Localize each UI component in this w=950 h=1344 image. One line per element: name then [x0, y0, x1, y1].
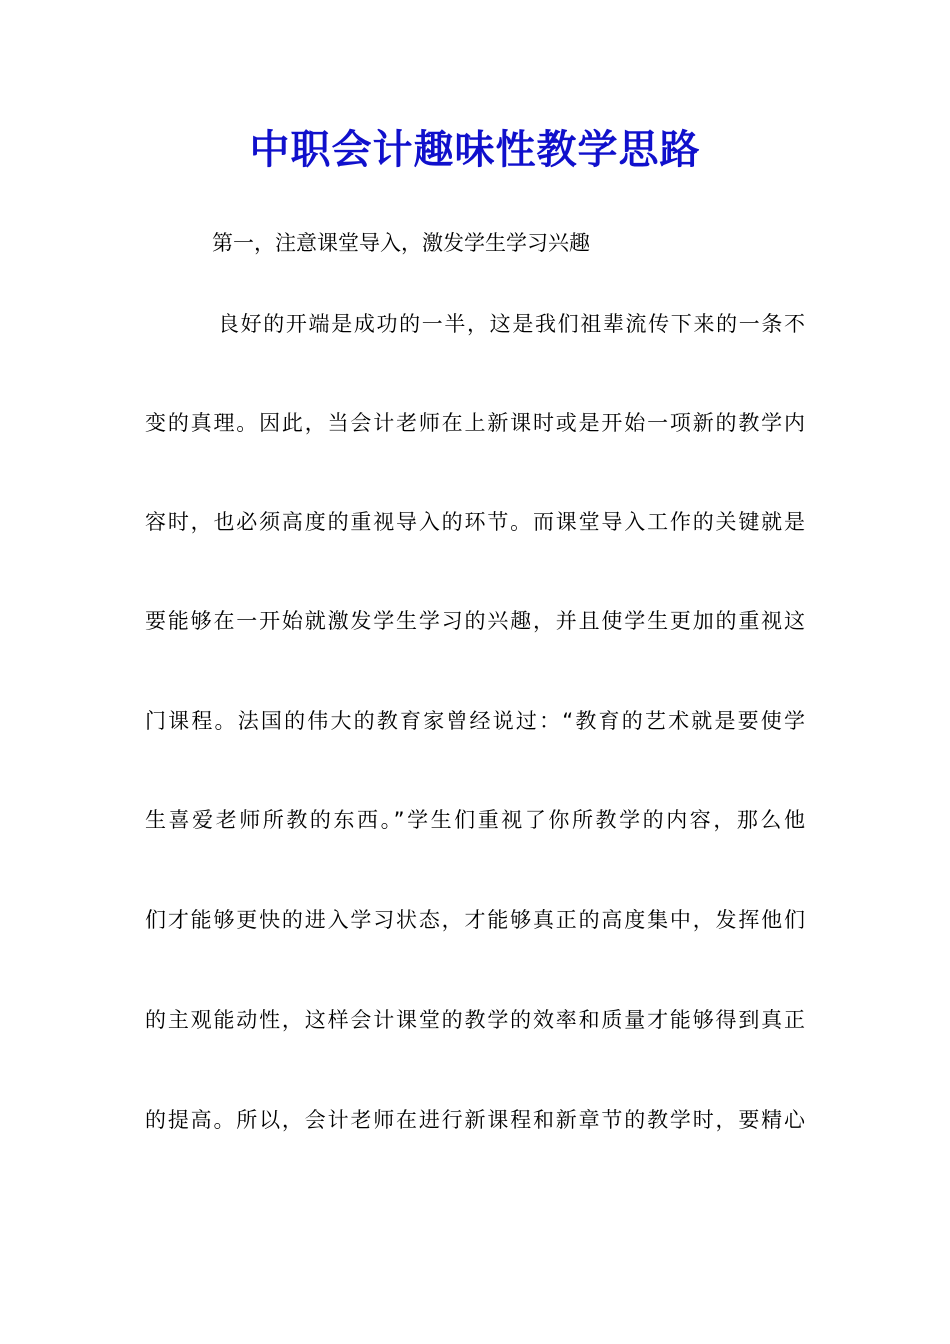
paragraph-line: 良好的开端是成功的一半，这是我们祖辈流传下来的一条不 [218, 312, 805, 336]
paragraph-line: 容时，也必须高度的重视导入的环节。而课堂导入工作的关键就是 [145, 510, 805, 534]
section-heading: 第一，注意课堂导入，激发学生学习兴趣 [212, 231, 590, 255]
paragraph-line: 生喜爱老师所教的东西。”学生们重视了你所教学的内容，那么他 [145, 808, 805, 832]
paragraph-line: 要能够在一开始就激发学生学习的兴趣，并且使学生更加的重视这 [145, 609, 805, 633]
document-title: 中职会计趣味性教学思路 [249, 126, 701, 173]
paragraph-line: 门课程。法国的伟大的教育家曾经说过：“教育的艺术就是要使学 [145, 709, 805, 733]
paragraph-line: 的提高。所以，会计老师在进行新课程和新章节的教学时，要精心 [145, 1108, 805, 1132]
paragraph-line: 的主观能动性，这样会计课堂的教学的效率和质量才能够得到真正 [145, 1008, 805, 1032]
paragraph-line: 们才能够更快的进入学习状态，才能够真正的高度集中，发挥他们 [145, 908, 805, 932]
paragraph-line: 变的真理。因此，当会计老师在上新课时或是开始一项新的教学内 [145, 411, 805, 435]
